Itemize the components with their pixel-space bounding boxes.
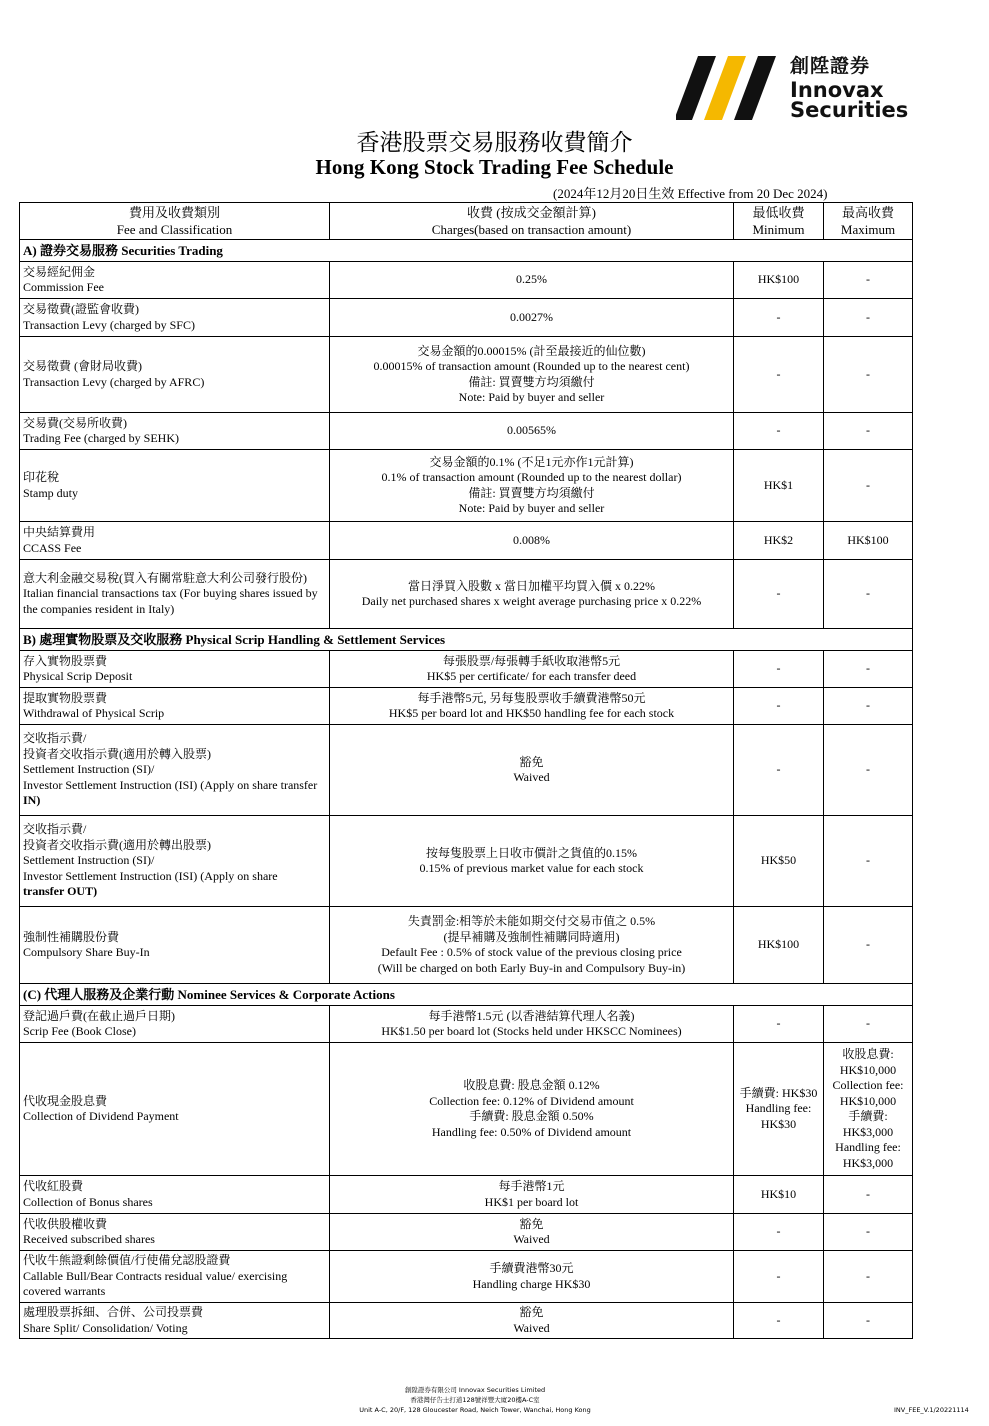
fee-name: 交收指示費/ 投資者交收指示費(適用於轉入股票) Settlement Instruction (SI)/ Investor Settlement Instruction (ISI) (Apply on share transfer IN)	[20, 725, 330, 816]
table-row	[20, 816, 913, 907]
fee-maximum: -	[824, 560, 913, 629]
table-row	[20, 262, 913, 299]
fee-maximum: -	[824, 725, 913, 816]
fee-charge: 豁免 Waived	[330, 1303, 734, 1339]
fee-charge: 手續費港幣30元 Handling charge HK$30	[330, 1251, 734, 1303]
section-header-c: (C) 代理人服務及企業行動 Nominee Services & Corporate Actions	[20, 984, 913, 1006]
table-row	[20, 337, 913, 413]
table-row	[20, 1214, 913, 1251]
fee-minimum: HK$1	[734, 450, 824, 522]
title-chinese: 香港股票交易服務收費簡介	[356, 130, 633, 156]
table-row	[20, 1251, 913, 1303]
fee-charge: 每手港幣1元 HK$1 per board lot	[330, 1176, 734, 1214]
fee-maximum: -	[824, 1251, 913, 1303]
fee-charge: 0.25%	[330, 262, 734, 299]
fee-name: 交易徵費(證監會收費) Transaction Levy (charged by SFC)	[20, 299, 330, 337]
table-row	[20, 1176, 913, 1214]
footer-address-en: Unit A-C, 20/F, 128 Gloucester Road, Neich Tower, Wanchai, Hong Kong	[359, 1406, 591, 1414]
fee-minimum: HK$10	[734, 1176, 824, 1214]
document-version: INV_FEE_V.1/20221114	[894, 1406, 969, 1414]
fee-charge: 按每隻股票上日收市價計之貨值的0.15% 0.15% of previous market value for each stock	[330, 816, 734, 907]
fee-minimum: -	[734, 337, 824, 413]
fee-maximum: -	[824, 688, 913, 725]
header-minimum: 最低收費 Minimum	[734, 203, 824, 240]
table-row	[20, 560, 913, 629]
brand-name-line1: Innovax	[790, 78, 884, 102]
fee-charge: 0.0027%	[330, 299, 734, 337]
table-row	[20, 1006, 913, 1043]
table-header-row	[20, 203, 913, 240]
fee-maximum: -	[824, 450, 913, 522]
fee-minimum: -	[734, 1006, 824, 1043]
table-row	[20, 522, 913, 560]
fee-charge: 豁免 Waived	[330, 1214, 734, 1251]
fee-name: 印花稅 Stamp duty	[20, 450, 330, 522]
table-row	[20, 1303, 913, 1339]
fee-charge: 0.008%	[330, 522, 734, 560]
section-header-a: A) 證券交易服務 Securities Trading	[20, 240, 913, 262]
header-charges: 收費 (按成交金額計算) Charges(based on transaction amount)	[330, 203, 734, 240]
footer-address	[330, 1385, 620, 1415]
fee-name: 代收牛熊證剩餘價值/行使備兌認股證費 Callable Bull/Bear Contracts residual value/ exercising covered warrants	[20, 1251, 330, 1303]
fee-name: 交易徵費 (會財局收費) Transaction Levy (charged by AFRC)	[20, 337, 330, 413]
fee-minimum: HK$50	[734, 816, 824, 907]
fee-name: 代收現金股息費 Collection of Dividend Payment	[20, 1043, 330, 1176]
fee-minimum: -	[734, 1303, 824, 1339]
fee-minimum: -	[734, 1214, 824, 1251]
brand-name-line2: Securities	[790, 98, 909, 122]
fee-name: 處理股票拆細、合併、公司投票費 Share Split/ Consolidation/ Voting	[20, 1303, 330, 1339]
fee-maximum: 收股息費: HK$10,000 Collection fee: HK$10,000 手續費: HK$3,000 Handling fee: HK$3,000	[824, 1043, 913, 1176]
header-fee-classification: 費用及收費類別 Fee and Classification	[20, 203, 330, 240]
fee-maximum: -	[824, 1006, 913, 1043]
logo-stripes-icon	[676, 56, 788, 122]
table-row	[20, 688, 913, 725]
fee-minimum: -	[734, 725, 824, 816]
header-maximum: 最高收費 Maximum	[824, 203, 913, 240]
fee-charge: 失責罰金:相等於未能如期交付交易市值之 0.5% (提早補購及強制性補購同時適用) Default Fee : 0.5% of stock value of the previous closing price (Will be charged on both Early Buy-in and Compulsory Buy-in)	[330, 907, 734, 984]
fee-name: 中央結算費用 CCASS Fee	[20, 522, 330, 560]
fee-maximum: -	[824, 337, 913, 413]
footer-address-zh: 香港灣仔告士打道128號祥豐大廈20樓A-C室	[410, 1396, 540, 1404]
fee-name: 交易費(交易所收費) Trading Fee (charged by SEHK)	[20, 413, 330, 450]
table-row	[20, 651, 913, 688]
fee-maximum: -	[824, 1303, 913, 1339]
fee-charge: 交易金額的0.1% (不足1元亦作1元計算) 0.1% of transaction amount (Rounded up to the nearest dollar) 備註: 買賣雙方均須繳付 Note: Paid by buyer and seller	[330, 450, 734, 522]
fee-charge: 每手港幣5元, 另每隻股票收手續費港幣50元 HK$5 per board lot and HK$50 handling fee for each stock	[330, 688, 734, 725]
table-row	[20, 450, 913, 522]
fee-charge: 豁免 Waived	[330, 725, 734, 816]
fee-maximum: HK$100	[824, 522, 913, 560]
fee-minimum: HK$100	[734, 907, 824, 984]
fee-name: 交收指示費/ 投資者交收指示費(適用於轉出股票) Settlement Instruction (SI)/ Investor Settlement Instruction (ISI) (Apply on share transfer OUT)	[20, 816, 330, 907]
fee-minimum: -	[734, 560, 824, 629]
title-english: Hong Kong Stock Trading Fee Schedule	[315, 155, 674, 179]
fee-schedule-table	[19, 202, 913, 1339]
section-header-b: B) 處理實物股票及交收服務 Physical Scrip Handling & Settlement Services	[20, 629, 913, 651]
fee-name: 交易經紀佣金 Commission Fee	[20, 262, 330, 299]
fee-minimum: HK$2	[734, 522, 824, 560]
fee-name: 代收紅股費 Collection of Bonus shares	[20, 1176, 330, 1214]
fee-name: 存入實物股票費 Physical Scrip Deposit	[20, 651, 330, 688]
brand-chinese-name: 創陞證券	[790, 55, 871, 77]
fee-minimum: -	[734, 299, 824, 337]
fee-name: 代收供股權收費 Received subscribed shares	[20, 1214, 330, 1251]
fee-maximum: -	[824, 907, 913, 984]
fee-maximum: -	[824, 413, 913, 450]
fee-maximum: -	[824, 651, 913, 688]
fee-minimum: HK$100	[734, 262, 824, 299]
fee-minimum: -	[734, 1251, 824, 1303]
fee-name: 意大利金融交易稅(買入有關常駐意大利公司發行股份) Italian financial transactions tax (For buying shares issued by the companies resident in Italy)	[20, 560, 330, 629]
fee-name: 強制性補購股份費 Compulsory Share Buy-In	[20, 907, 330, 984]
table-row	[20, 725, 913, 816]
fee-minimum: -	[734, 651, 824, 688]
fee-minimum: 手續費: HK$30 Handling fee: HK$30	[734, 1043, 824, 1176]
fee-maximum: -	[824, 1176, 913, 1214]
table-row	[20, 299, 913, 337]
fee-name: 提取實物股票費 Withdrawal of Physical Scrip	[20, 688, 330, 725]
fee-charge: 交易金額的0.00015% (計至最接近的仙位數) 0.00015% of transaction amount (Rounded up to the nearest cent) 備註: 買賣雙方均須繳付 Note: Paid by buyer and seller	[330, 337, 734, 413]
fee-charge: 當日淨買入股數 x 當日加權平均買入價 x 0.22% Daily net purchased shares x weight average purchasing price x 0.22%	[330, 560, 734, 629]
footer-company: 創陞證券有限公司 Innovax Securities Limited	[404, 1386, 546, 1394]
fee-charge: 每手港幣1.5元 (以香港結算代理人名義) HK$1.50 per board lot (Stocks held under HKSCC Nominees)	[330, 1006, 734, 1043]
fee-minimum: -	[734, 688, 824, 725]
fee-maximum: -	[824, 262, 913, 299]
fee-charge: 收股息費: 股息金額 0.12% Collection fee: 0.12% of Dividend amount 手續費: 股息金額 0.50% Handling fee: 0.50% of Dividend amount	[330, 1043, 734, 1176]
effective-date: (2024年12月20日生效 Effective from 20 Dec 2024)	[553, 186, 828, 201]
fee-maximum: -	[824, 816, 913, 907]
table-row	[20, 1043, 913, 1176]
fee-name: 登記過戶費(在截止過戶日期) Scrip Fee (Book Close)	[20, 1006, 330, 1043]
fee-charge: 0.00565%	[330, 413, 734, 450]
table-row	[20, 413, 913, 450]
fee-maximum: -	[824, 299, 913, 337]
innovax-logo	[676, 56, 916, 122]
table-row	[20, 907, 913, 984]
fee-maximum: -	[824, 1214, 913, 1251]
fee-minimum: -	[734, 413, 824, 450]
fee-charge: 每張股票/每張轉手紙收取港幣5元 HK$5 per certificate/ for each transfer deed	[330, 651, 734, 688]
